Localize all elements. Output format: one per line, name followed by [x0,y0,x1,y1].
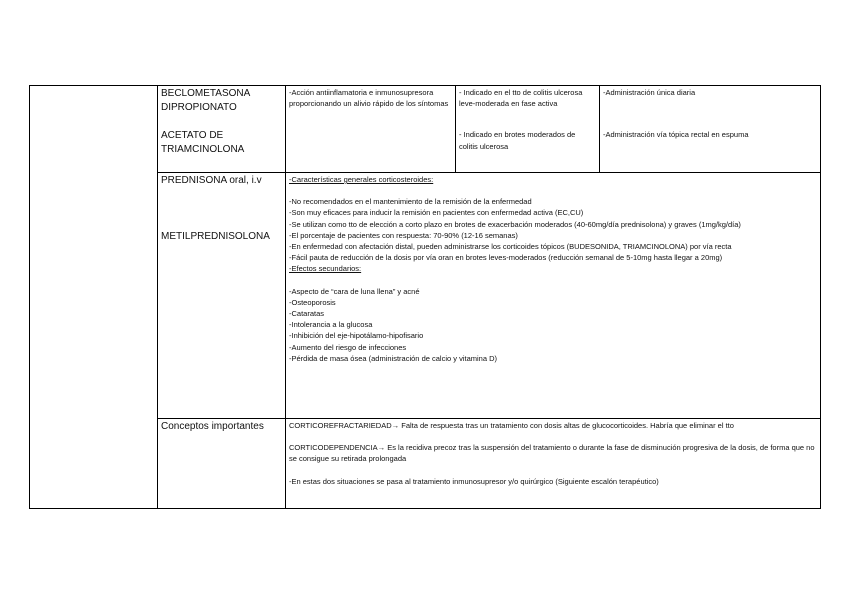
arrow-icon: → [391,421,400,430]
arrow-icon: → [377,443,386,453]
side-effects-heading: -Efectos secundarios: [289,264,362,274]
indication-cell [456,86,600,173]
indication-text: - Indicado en el tto de colitis ulcerosa leve-moderada en fase activa [459,88,583,109]
list-item: -Se utilizan como tto de elección a corto plazo en brotes de exacerbación moderados (40-60mg/día prednisolona) y graves (1mg/kg/día) [289,219,741,229]
list-item: -No recomendados en el mantenimiento de la remisión de la enfermedad [289,197,532,207]
list-item: -Fácil pauta de reducción de la dosis por vía oran en brotes leves-moderados (reducción semanal de 5-10mg hasta llegar a 20mg) [289,253,723,263]
refractory-definition [289,420,817,431]
list-item: -Pérdida de masa ósea (administración de calcio y vitamina D) [289,353,498,363]
drug-name: DIPROPIONATO [161,102,237,113]
drug-name-cell [158,173,286,419]
drug-name-cell [158,86,286,173]
concepts-label-cell [158,419,286,509]
drug-name: PREDNISONA oral, i.v [161,175,262,186]
drug-name: TRIAMCINOLONA [161,144,245,155]
corticosteroid-details-cell [286,173,821,419]
action-text: -Acción antiinflamatoria e inmunosupresora proporcionando un alivio rápido de los síntomas [289,88,449,109]
list-item: -En enfermedad con afectación distal, pueden administrarse los corticoides tópicos (BUDESONIDA, TRIAMCINOLONA) por vía recta [289,242,732,252]
administration-cell [600,86,821,173]
list-item: -Son muy eficaces para inducir la remisión en pacientes con enfermedad activa (EC,CU) [289,208,584,218]
list-item: -Intolerancia a la glucosa [289,320,373,330]
list-item: -El porcentaje de pacientes con respuesta: 70-90% (12-16 semanas) [289,230,518,240]
concepts-cell [286,419,821,509]
dependency-definition [289,442,817,464]
document-table [29,85,821,509]
drug-name: ACETATO DE [161,130,224,141]
refractory-text: Falta de respuesta tras un tratamiento con dosis altas de glucocorticoides. Habría que eliminar el tto [399,421,734,430]
drug-name: BECLOMETASONA [161,88,251,99]
dependency-text: Es la recidiva precoz tras la suspensión del tratamiento o durante la fase de disminución progresiva de la dosis, de forma que no se consigue su retirada prolongada [289,443,815,464]
list-item: -Inhibición del eje-hipotálamo-hipofisario [289,331,424,341]
indication-text: - Indicado en brotes moderados de colitis ulcerosa [459,130,576,151]
concepts-label: Conceptos importantes [161,421,264,432]
drug-name: METILPREDNISOLONA [161,231,270,242]
administration-text: -Administración única diaria [603,88,696,97]
action-cell [286,86,456,173]
blank-left-cell [30,86,158,509]
table-row [30,86,821,173]
administration-text: -Administración vía tópica rectal en espuma [603,130,749,140]
list-item: -Cataratas [289,309,325,319]
conclusion-text: -En estas dos situaciones se pasa al tratamiento inmunosupresor y/o quirúrgico (Siguiente escalón terapéutico) [289,476,659,486]
general-heading: -Características generales corticosteroides: [289,175,434,184]
list-item: -Aspecto de “cara de luna llena” y acné [289,286,420,296]
list-item: -Osteoporosis [289,297,336,307]
dependency-term: CORTICODEPENDENCIA [289,443,378,453]
list-item: -Aumento del riesgo de infecciones [289,342,407,352]
refractory-term: CORTICOREFRACTARIEDAD [289,421,392,430]
